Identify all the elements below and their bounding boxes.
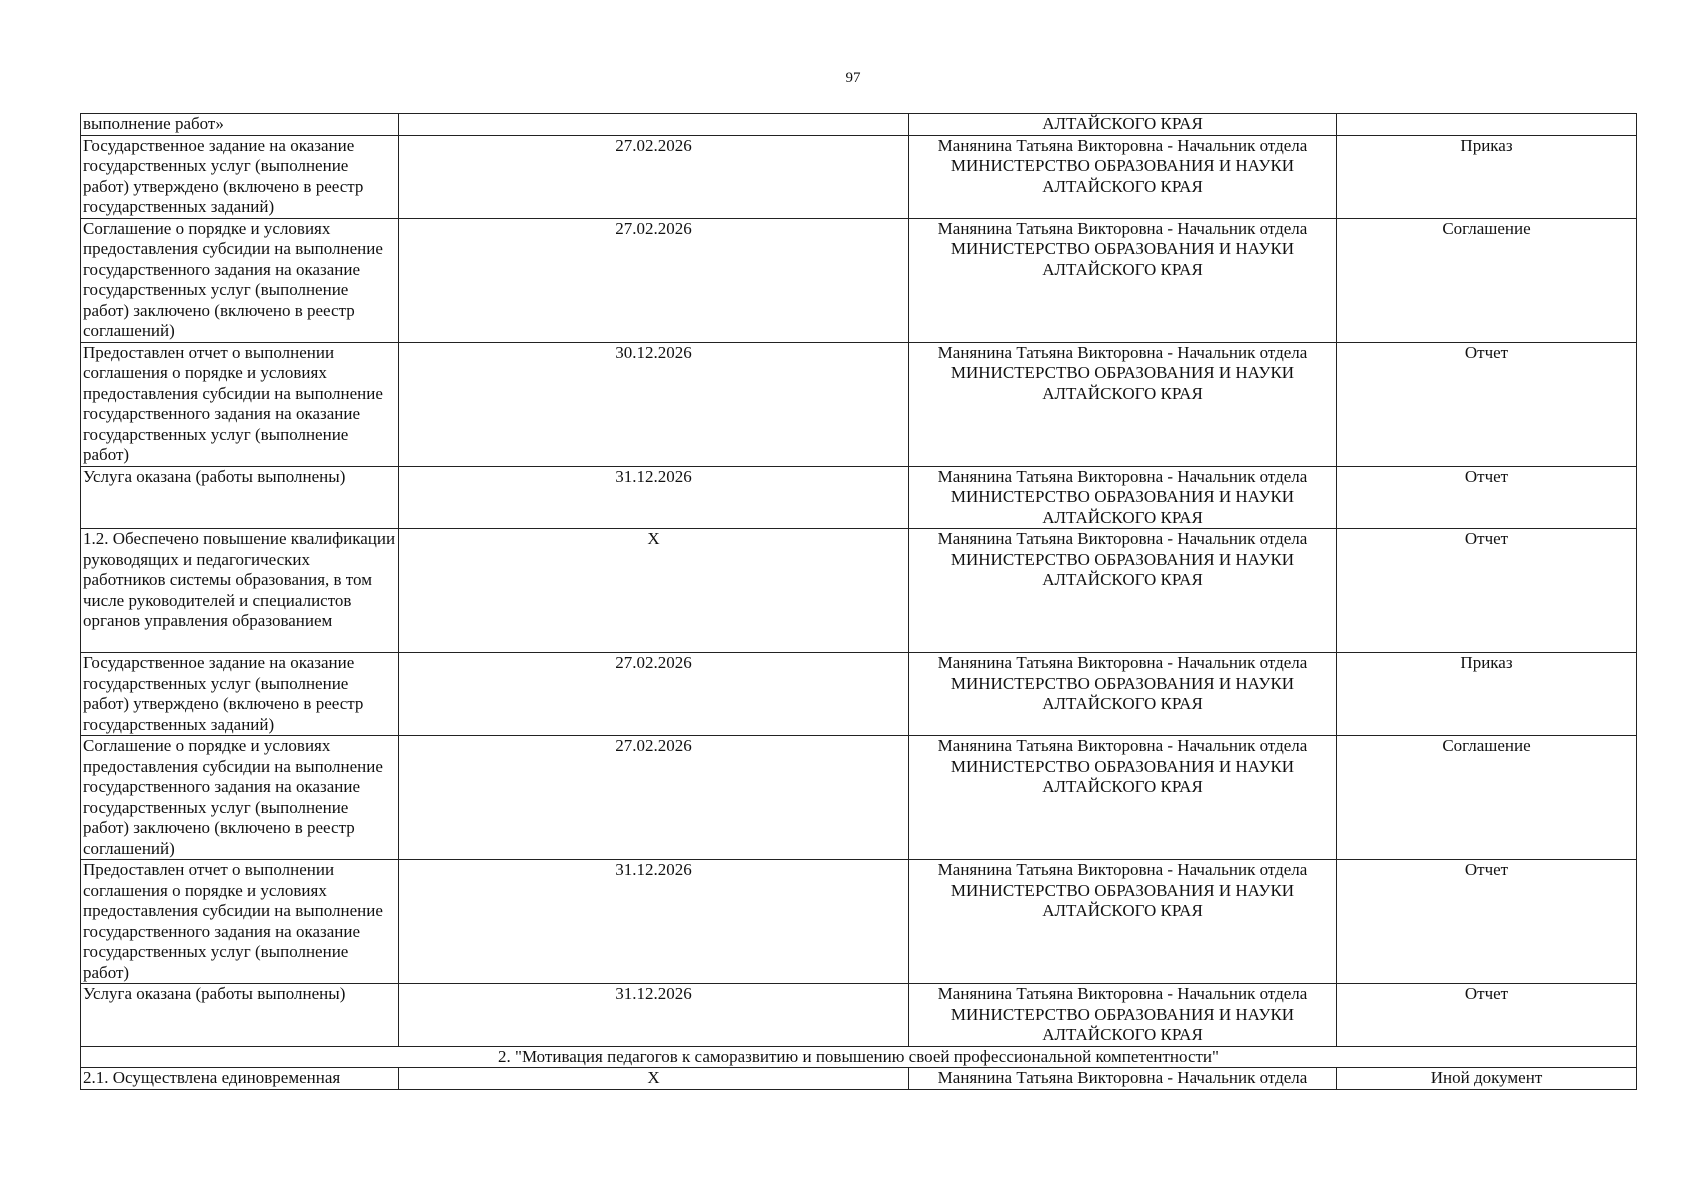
table-row bbox=[81, 529, 1637, 653]
table-row bbox=[81, 653, 1637, 736]
plan-table-body bbox=[81, 114, 1637, 1090]
responsible-cell: Манянина Татьяна Викторовна - Начальник отдела МИНИСТЕРСТВО ОБРАЗОВАНИЯ И НАУКИ АЛТАЙСКОГО КРАЯ bbox=[909, 860, 1337, 984]
table-row bbox=[81, 342, 1637, 466]
date-cell: 31.12.2026 bbox=[399, 984, 909, 1047]
document-type-cell: Отчет bbox=[1337, 466, 1637, 529]
responsible-cell: Манянина Татьяна Викторовна - Начальник отдела МИНИСТЕРСТВО ОБРАЗОВАНИЯ И НАУКИ АЛТАЙСКОГО КРАЯ bbox=[909, 135, 1337, 218]
table-row bbox=[81, 860, 1637, 984]
event-cell: Предоставлен отчет о выполнении соглашения о порядке и условиях предоставления субсидии на выполнение государственного задания на оказание государственных услуг (выполнение работ) bbox=[81, 342, 399, 466]
page-number: 97 bbox=[845, 70, 861, 86]
event-cell: Предоставлен отчет о выполнении соглашения о порядке и условиях предоставления субсидии на выполнение государственного задания на оказание государственных услуг (выполнение работ) bbox=[81, 860, 399, 984]
document-type-cell: Отчет bbox=[1337, 529, 1637, 653]
document-type-cell: Отчет bbox=[1337, 860, 1637, 984]
responsible-cell: Манянина Татьяна Викторовна - Начальник отдела МИНИСТЕРСТВО ОБРАЗОВАНИЯ И НАУКИ АЛТАЙСКОГО КРАЯ bbox=[909, 529, 1337, 653]
responsible-cell: АЛТАЙСКОГО КРАЯ bbox=[909, 114, 1337, 136]
responsible-cell: Манянина Татьяна Викторовна - Начальник отдела МИНИСТЕРСТВО ОБРАЗОВАНИЯ И НАУКИ АЛТАЙСКОГО КРАЯ bbox=[909, 984, 1337, 1047]
document-type-cell: Отчет bbox=[1337, 342, 1637, 466]
section-title: 2. "Мотивация педагогов к саморазвитию и повышению своей профессиональной компетентности" bbox=[81, 1046, 1637, 1068]
responsible-cell: Манянина Татьяна Викторовна - Начальник отдела bbox=[909, 1068, 1337, 1090]
table-row bbox=[81, 1068, 1637, 1090]
date-cell bbox=[399, 114, 909, 136]
table-row bbox=[81, 466, 1637, 529]
document-type-cell: Соглашение bbox=[1337, 218, 1637, 342]
date-cell: 31.12.2026 bbox=[399, 860, 909, 984]
document-type-cell: Отчет bbox=[1337, 984, 1637, 1047]
date-cell: 27.02.2026 bbox=[399, 736, 909, 860]
document-type-cell: Приказ bbox=[1337, 135, 1637, 218]
responsible-cell: Манянина Татьяна Викторовна - Начальник отдела МИНИСТЕРСТВО ОБРАЗОВАНИЯ И НАУКИ АЛТАЙСКОГО КРАЯ bbox=[909, 653, 1337, 736]
plan-table bbox=[80, 113, 1637, 1090]
event-cell: 2.1. Осуществлена единовременная bbox=[81, 1068, 399, 1090]
responsible-cell: Манянина Татьяна Викторовна - Начальник отдела МИНИСТЕРСТВО ОБРАЗОВАНИЯ И НАУКИ АЛТАЙСКОГО КРАЯ bbox=[909, 736, 1337, 860]
date-cell: 27.02.2026 bbox=[399, 653, 909, 736]
event-cell: Услуга оказана (работы выполнены) bbox=[81, 984, 399, 1047]
table-row bbox=[81, 135, 1637, 218]
event-cell: Соглашение о порядке и условиях предоставления субсидии на выполнение государственного задания на оказание государственных услуг (выполнение работ) заключено (включено в реестр соглашений) bbox=[81, 218, 399, 342]
date-cell: X bbox=[399, 1068, 909, 1090]
event-cell: выполнение работ» bbox=[81, 114, 399, 136]
document-type-cell: Иной документ bbox=[1337, 1068, 1637, 1090]
date-cell: 27.02.2026 bbox=[399, 135, 909, 218]
table-row bbox=[81, 114, 1637, 136]
responsible-cell: Манянина Татьяна Викторовна - Начальник отдела МИНИСТЕРСТВО ОБРАЗОВАНИЯ И НАУКИ АЛТАЙСКОГО КРАЯ bbox=[909, 466, 1337, 529]
date-cell: X bbox=[399, 529, 909, 653]
table-row bbox=[81, 218, 1637, 342]
event-cell: 1.2. Обеспечено повышение квалификации руководящих и педагогических работников системы образования, в том числе руководителей и специалистов органов управления образованием bbox=[81, 529, 399, 653]
table-row bbox=[81, 736, 1637, 860]
responsible-cell: Манянина Татьяна Викторовна - Начальник отдела МИНИСТЕРСТВО ОБРАЗОВАНИЯ И НАУКИ АЛТАЙСКОГО КРАЯ bbox=[909, 342, 1337, 466]
event-cell: Государственное задание на оказание государственных услуг (выполнение работ) утверждено (включено в реестр государственных заданий) bbox=[81, 653, 399, 736]
section-row bbox=[81, 1046, 1637, 1068]
table-row bbox=[81, 984, 1637, 1047]
event-cell: Соглашение о порядке и условиях предоставления субсидии на выполнение государственного задания на оказание государственных услуг (выполнение работ) заключено (включено в реестр соглашений) bbox=[81, 736, 399, 860]
responsible-cell: Манянина Татьяна Викторовна - Начальник отдела МИНИСТЕРСТВО ОБРАЗОВАНИЯ И НАУКИ АЛТАЙСКОГО КРАЯ bbox=[909, 218, 1337, 342]
event-cell: Услуга оказана (работы выполнены) bbox=[81, 466, 399, 529]
document-type-cell bbox=[1337, 114, 1637, 136]
date-cell: 27.02.2026 bbox=[399, 218, 909, 342]
document-type-cell: Соглашение bbox=[1337, 736, 1637, 860]
event-cell: Государственное задание на оказание государственных услуг (выполнение работ) утверждено (включено в реестр государственных заданий) bbox=[81, 135, 399, 218]
date-cell: 31.12.2026 bbox=[399, 466, 909, 529]
date-cell: 30.12.2026 bbox=[399, 342, 909, 466]
document-type-cell: Приказ bbox=[1337, 653, 1637, 736]
